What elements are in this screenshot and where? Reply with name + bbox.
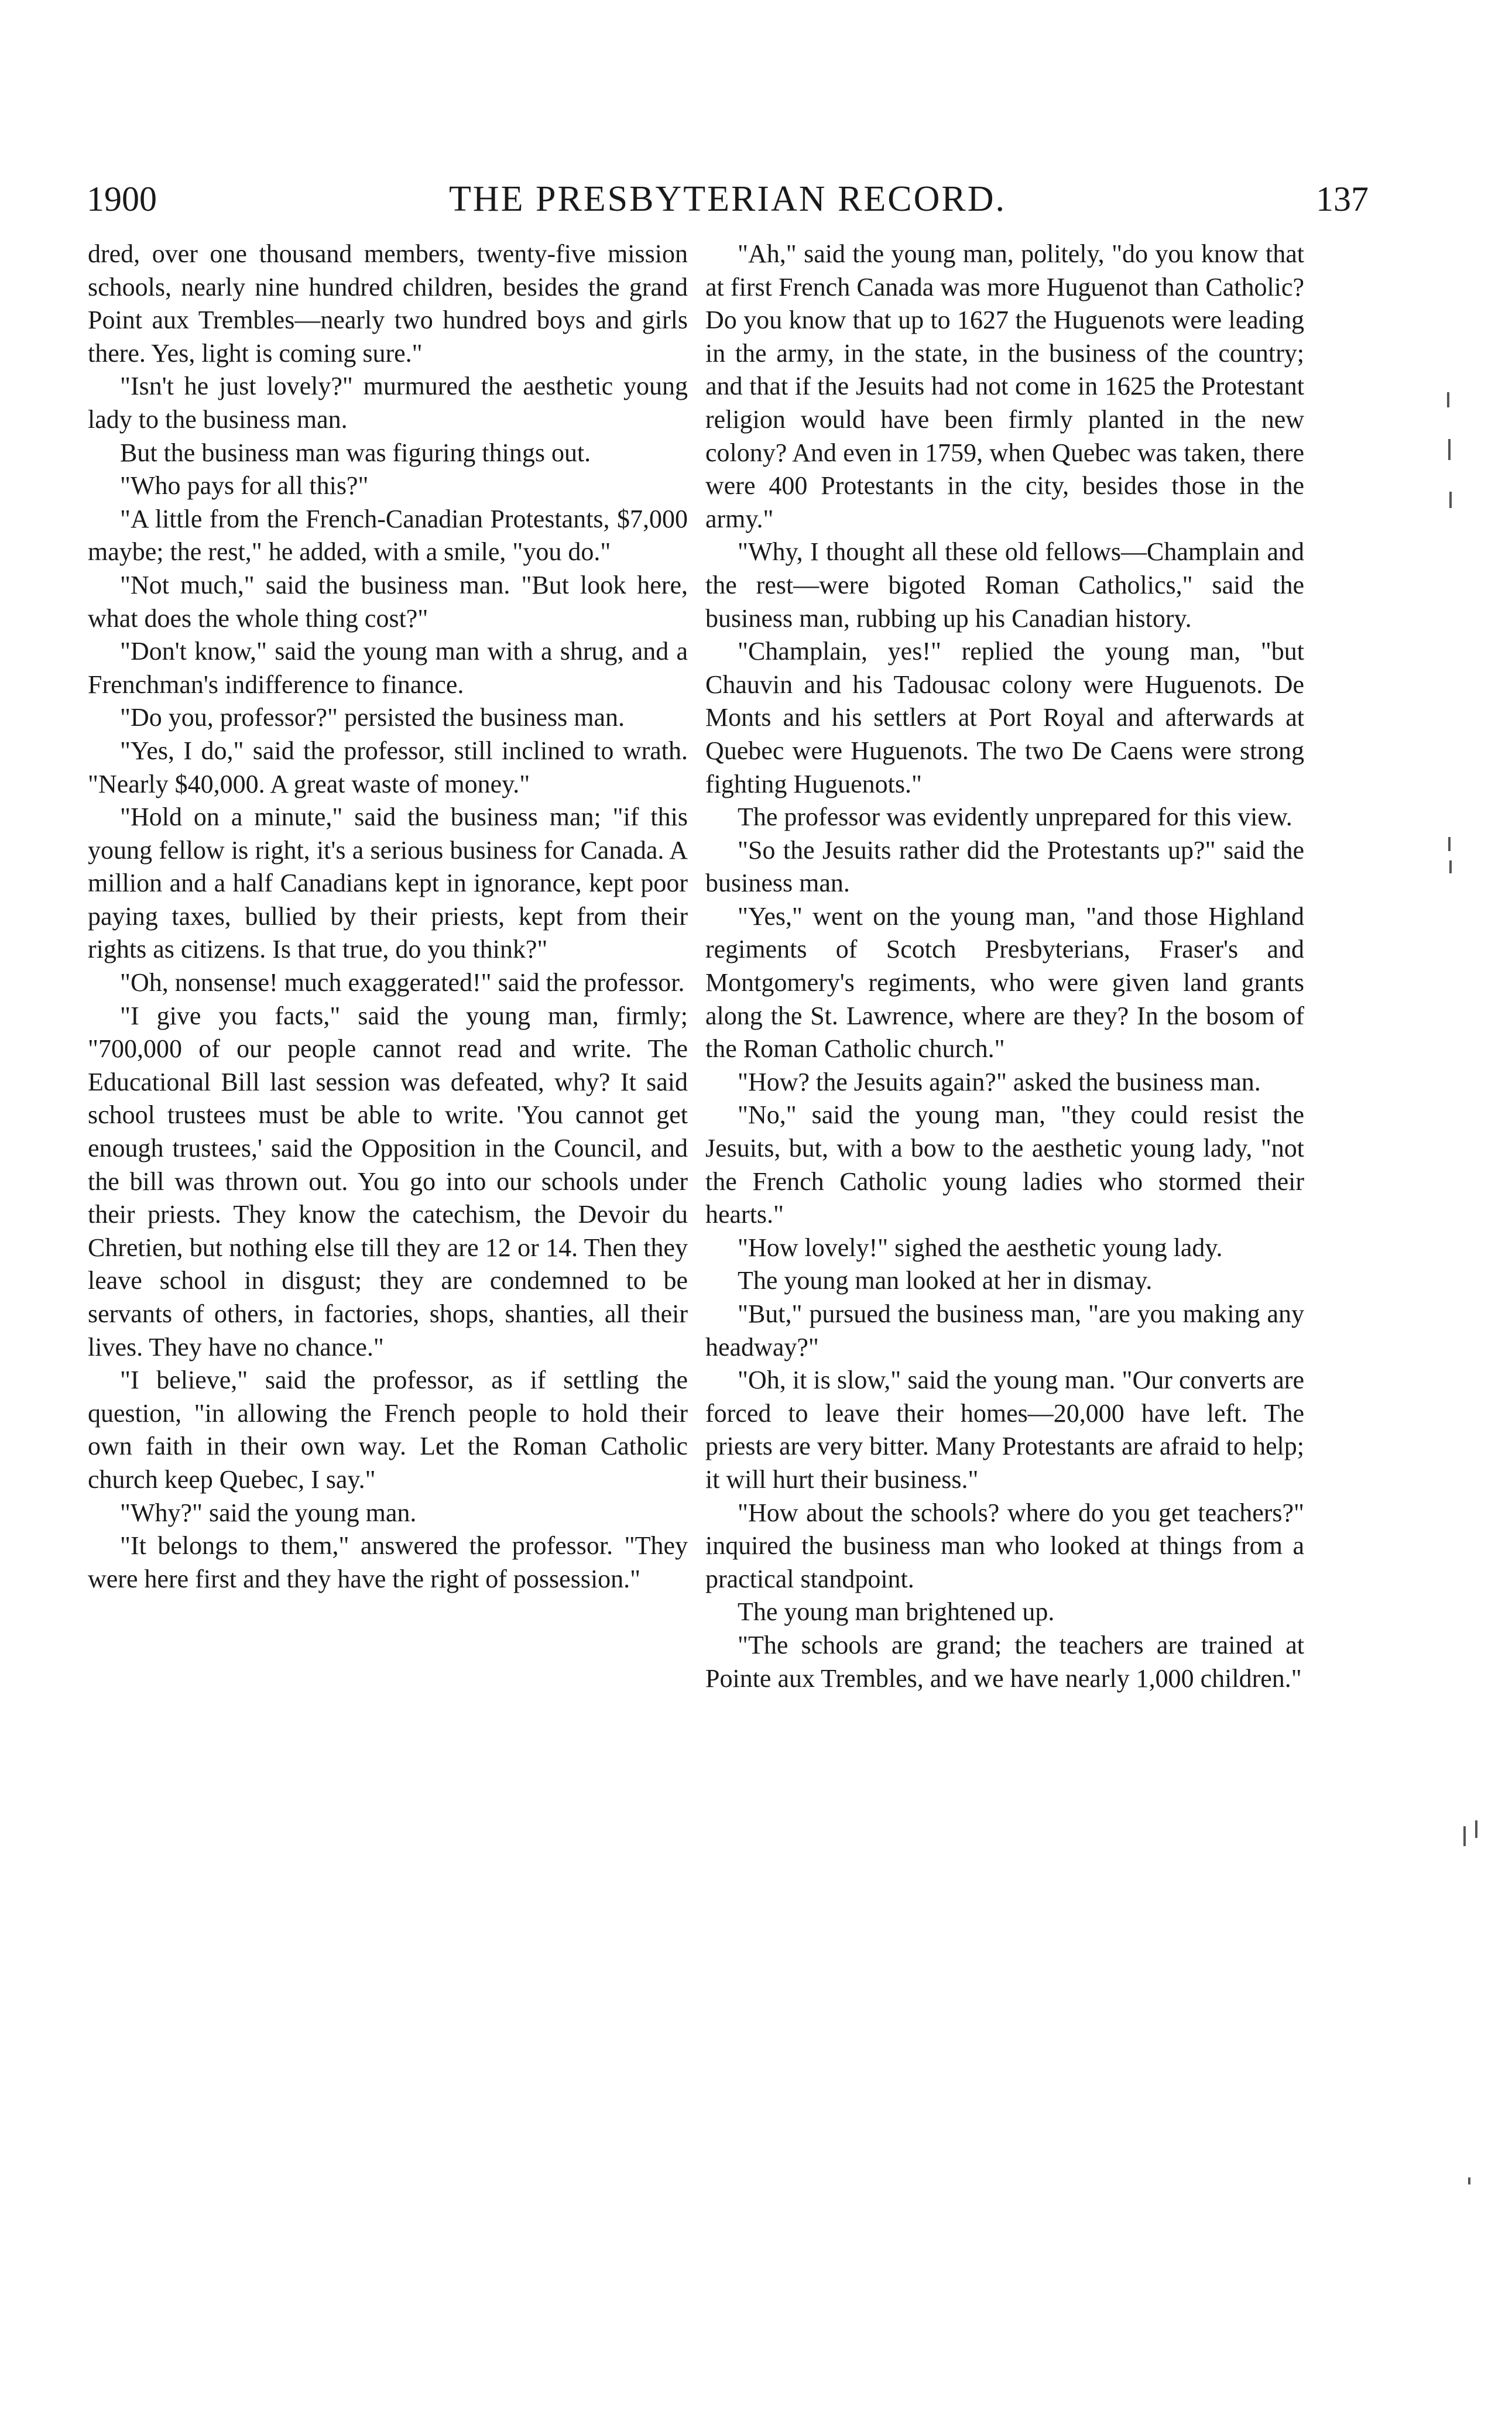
paragraph: "How about the schools? where do you get teachers?" inquired the business man who looked at things from a practical standpoint. [705, 1498, 1304, 1593]
paragraph: "I give you facts," said the young man, firmly; "700,000 of our people cannot read and write. The Educational Bill last session was defeated, why? It said school trustees must be able to write. 'You cannot get enough trustees,' said the Opposition in the Council, and the bill was thrown out. You go into our schools under their priests. They know the catechism, the Devoir du Chretien, but nothing else till they are 12 or 14. Then they leave school in disgust; they are condemned to be servants of others, in factories, shops, shanties, all their lives. They have no chance." [88, 1001, 688, 1361]
paragraph: "Who pays for all this?" [120, 471, 369, 500]
paragraph: "Why?" said the young man. [120, 1498, 417, 1527]
left-column [88, 238, 688, 1596]
paragraph: "So the Jesuits rather did the Protestants up?" said the business man. [705, 835, 1304, 898]
paragraph: "It belongs to them," answered the professor. "They were here first and they have the right of possession." [88, 1531, 688, 1593]
paragraph: The young man brightened up. [738, 1597, 1055, 1627]
paragraph: "Do you, professor?" persisted the business man. [120, 703, 625, 732]
paragraph: "How lovely!" sighed the aesthetic young lady. [738, 1233, 1223, 1262]
scan-mark [1448, 439, 1451, 460]
header-year: 1900 [87, 180, 157, 218]
paragraph: "Yes, I do," said the professor, still inclined to wrath. "Nearly $40,000. A great waste of money." [88, 736, 688, 798]
scan-mark [1447, 392, 1449, 407]
right-column [705, 238, 1304, 1695]
paragraph: "Yes," went on the young man, "and those Highland regiments of Scotch Presbyterians, Fraser's and Montgomery's regiments, who were given land grants along the St. Lawrence, where are they? In the bosom of the Roman Catholic church." [705, 901, 1304, 1064]
scan-mark [1448, 837, 1451, 851]
header-page-number: 137 [1316, 180, 1369, 218]
paragraph: "Oh, nonsense! much exaggerated!" said the professor. [120, 968, 685, 997]
scan-mark [1468, 2177, 1470, 2184]
paragraph: But the business man was figuring things out. [120, 438, 591, 467]
paragraph: "But," pursued the business man, "are you making any headway?" [705, 1299, 1304, 1361]
running-header [87, 176, 1369, 222]
paragraph: "Champlain, yes!" replied the young man, "but Chauvin and his Tadousac colony were Huguenots. De Monts and his settlers at Port Royal and afterwards at Quebec were Huguenots. The two De Caens were strong fighting Huguenots." [705, 637, 1304, 798]
scan-mark [1449, 860, 1452, 873]
scan-mark [1463, 1826, 1466, 1846]
paragraph: "No," said the young man, "they could resist the Jesuits, but, with a bow to the aesthetic young lady, "not the French Catholic young ladies who stormed their hearts." [705, 1100, 1304, 1229]
scan-mark [1475, 1820, 1477, 1838]
paragraph: "Don't know," said the young man with a shrug, and a Frenchman's indifference to finance. [88, 637, 688, 699]
header-title: THE PRESBYTERIAN RECORD. [448, 179, 1007, 219]
scan-mark [1449, 492, 1452, 508]
paragraph: The young man looked at her in dismay. [738, 1266, 1153, 1295]
paragraph: "How? the Jesuits again?" asked the business man. [738, 1067, 1261, 1096]
paragraph: "Oh, it is slow," said the young man. "Our converts are forced to leave their homes—20,000 have left. The priests are very bitter. Many Protestants are afraid to help; it will hurt their business." [705, 1366, 1304, 1494]
paragraph: "Why, I thought all these old fellows—Champlain and the rest—were bigoted Roman Catholics," said the business man, rubbing up his Canadian history. [705, 537, 1304, 633]
paragraph: "The schools are grand; the teachers are trained at Pointe aux Trembles, and we have nearly 1,000 children." [705, 1630, 1304, 1693]
paragraph: "Ah," said the young man, politely, "do you know that at first French Canada was more Huguenot than Catholic? Do you know that up to 1627 the Huguenots were leading in the army, in the state, in the business of the country; and that if the Jesuits had not come in 1625 the Protestant religion would have been firmly planted in the new colony? And even in 1759, when Quebec was taken, there were 400 Protestants in the city, besides those in the army." [705, 239, 1304, 533]
paragraph: "Not much," said the business man. "But look here, what does the whole thing cost?" [88, 570, 688, 633]
paragraph: "A little from the French-Canadian Protestants, $7,000 maybe; the rest," he added, with a smile, "you do." [88, 504, 688, 567]
paragraph: "I believe," said the professor, as if settling the question, "in allowing the French people to hold their own faith in their own way. Let the Roman Catholic church keep Quebec, I say." [88, 1366, 688, 1494]
paragraph: The professor was evidently unprepared for this view. [738, 802, 1292, 832]
paragraph: "Isn't he just lovely?" murmured the aesthetic young lady to the business man. [88, 372, 688, 434]
paragraph: "Hold on a minute," said the business man; "if this young fellow is right, it's a serious business for Canada. A million and a half Canadians kept in ignorance, kept poor paying taxes, bullied by their priests, kept from their rights as citizens. Is that true, do you think?" [88, 802, 688, 964]
paragraph: dred, over one thousand members, twenty-five mission schools, nearly nine hundred children, besides the grand Point aux Trembles—nearly two hundred boys and girls there. Yes, light is coming sure." [88, 239, 688, 368]
